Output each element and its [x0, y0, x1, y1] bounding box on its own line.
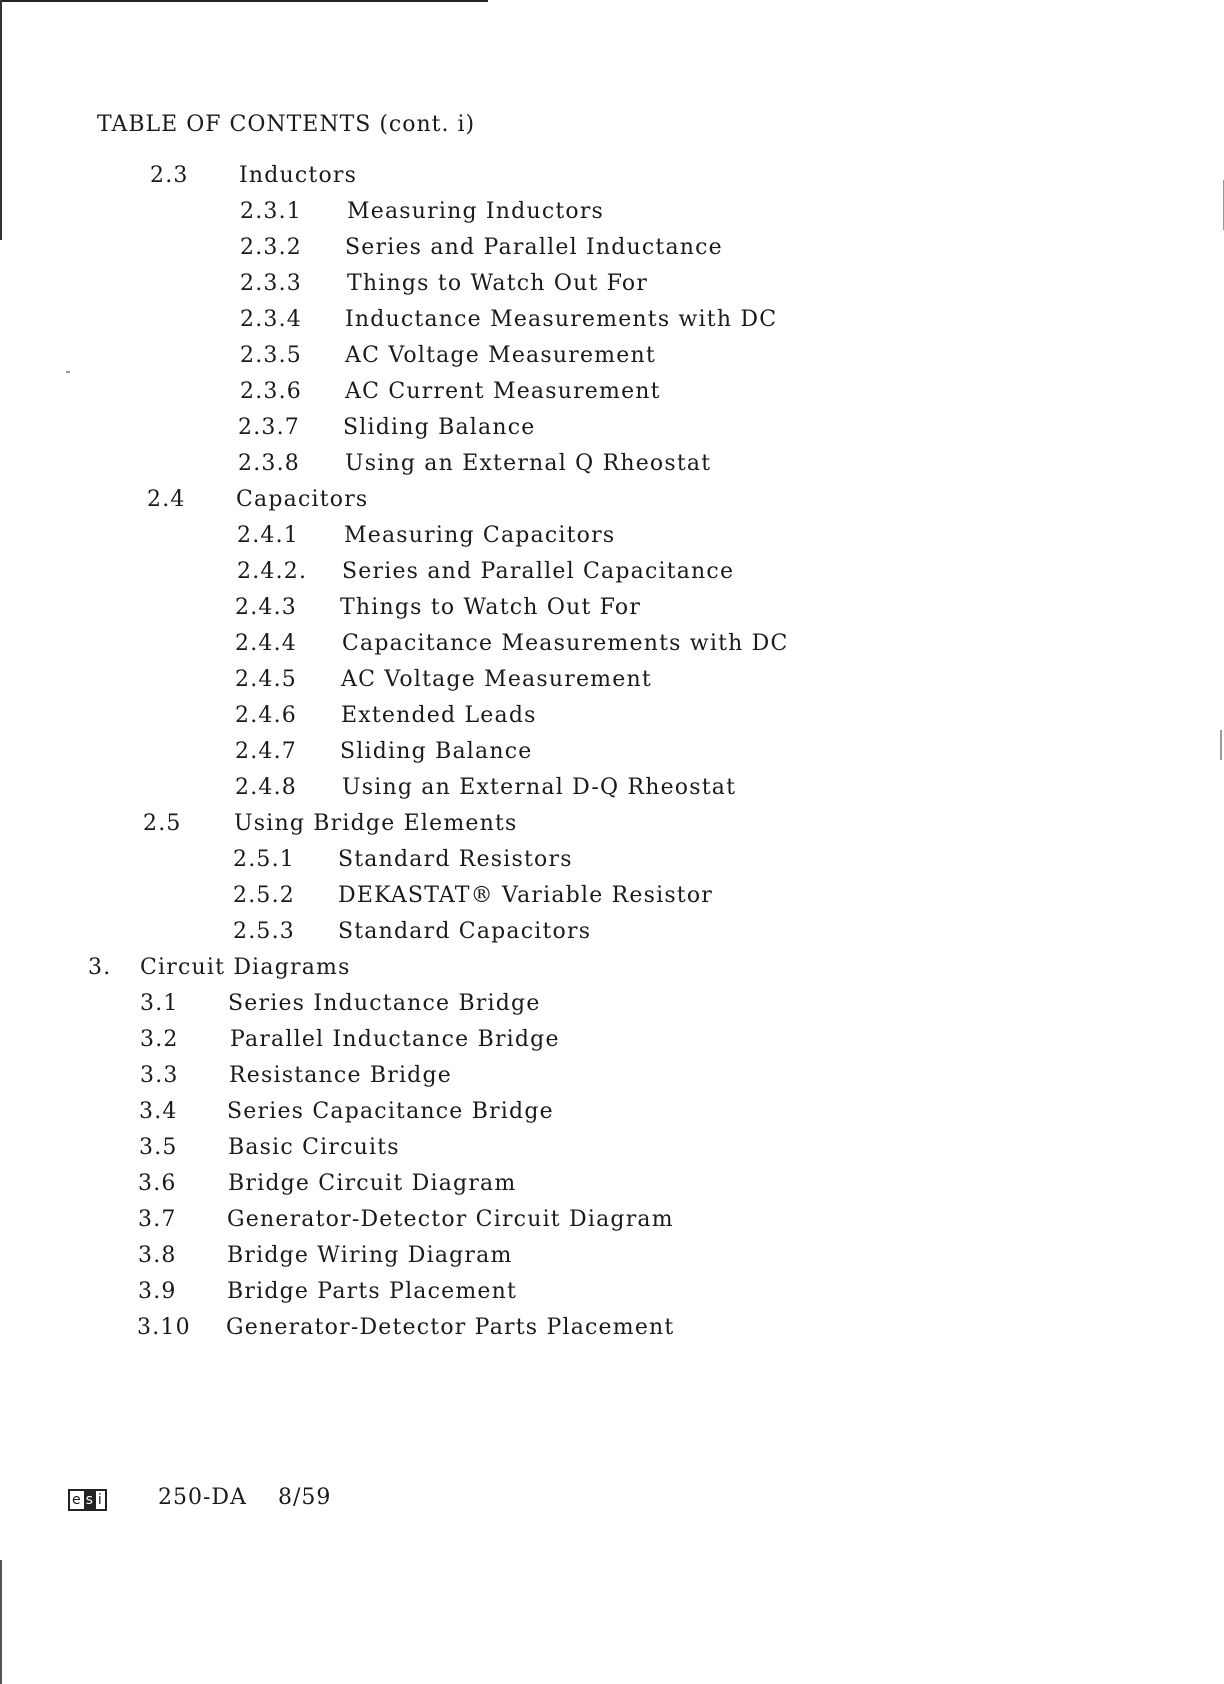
toc-title: Using an External D-Q Rheostat: [342, 775, 737, 800]
toc-title: Using Bridge Elements: [234, 811, 518, 836]
document-date: 8/59: [278, 1485, 332, 1510]
toc-number: 3.4: [139, 1099, 178, 1124]
toc-number: 3.5: [139, 1135, 178, 1160]
toc-number: 2.3.4: [240, 307, 302, 332]
scan-speck: [66, 371, 70, 373]
toc-title: Using an External Q Rheostat: [345, 451, 712, 476]
logo-letter-s: s: [85, 1492, 94, 1508]
toc-number: 2.3.5: [240, 343, 302, 368]
toc-title: Measuring Inductors: [347, 199, 605, 224]
toc-number: 2.3.8: [238, 451, 300, 476]
toc-title: Extended Leads: [341, 703, 537, 728]
esi-logo: [68, 1489, 107, 1511]
toc-number: 2.5.2: [233, 883, 295, 908]
toc-number: 3.9: [138, 1279, 177, 1304]
scan-edge-top: [0, 0, 488, 2]
toc-number: 2.3.7: [238, 415, 300, 440]
toc-number: 2.4.4: [235, 631, 297, 656]
toc-number: 2.3.1: [240, 199, 302, 224]
toc-number: 3.7: [138, 1207, 177, 1232]
toc-number: 2.4.5: [235, 667, 297, 692]
scan-mark: [1220, 730, 1222, 760]
toc-title: DEKASTAT® Variable Resistor: [338, 883, 714, 908]
toc-title: Generator-Detector Circuit Diagram: [227, 1207, 674, 1232]
toc-number: 3.2: [140, 1027, 179, 1052]
toc-title: Generator-Detector Parts Placement: [226, 1315, 675, 1340]
toc-number: 2.4: [147, 487, 186, 512]
toc-title: Capacitors: [236, 487, 369, 512]
logo-letter-e: e: [72, 1492, 82, 1508]
toc-number: 2.4.2.: [237, 559, 308, 584]
toc-title: Measuring Capacitors: [344, 523, 616, 548]
toc-number: 3.1: [140, 991, 179, 1016]
toc-title: Bridge Parts Placement: [227, 1279, 518, 1304]
toc-number: 3.: [88, 955, 112, 980]
toc-title: Things to Watch Out For: [347, 271, 649, 296]
toc-title: Resistance Bridge: [229, 1063, 452, 1088]
toc-title: Inductance Measurements with DC: [345, 307, 778, 332]
toc-title: Things to Watch Out For: [340, 595, 642, 620]
toc-number: 2.4.7: [235, 739, 297, 764]
toc-number: 3.8: [138, 1243, 177, 1268]
toc-title: AC Voltage Measurement: [341, 667, 652, 692]
toc-title: Series Inductance Bridge: [228, 991, 541, 1016]
toc-title: Basic Circuits: [228, 1135, 400, 1160]
toc-title: Capacitance Measurements with DC: [342, 631, 789, 656]
toc-number: 2.4.3: [235, 595, 297, 620]
toc-number: 2.5.3: [233, 919, 295, 944]
toc-title: AC Current Measurement: [345, 379, 661, 404]
toc-number: 2.5: [143, 811, 182, 836]
toc-title: Standard Resistors: [338, 847, 573, 872]
toc-title: Sliding Balance: [340, 739, 533, 764]
toc-number: 2.4.6: [235, 703, 297, 728]
toc-title: AC Voltage Measurement: [345, 343, 656, 368]
toc-title: Standard Capacitors: [338, 919, 592, 944]
toc-title: Sliding Balance: [343, 415, 536, 440]
toc-number: 2.4.8: [235, 775, 297, 800]
toc-number: 2.3: [150, 163, 189, 188]
toc-title: Parallel Inductance Bridge: [230, 1027, 560, 1052]
toc-title: Bridge Wiring Diagram: [227, 1243, 513, 1268]
toc-number: 2.3.3: [240, 271, 302, 296]
toc-title: Series and Parallel Capacitance: [342, 559, 735, 584]
scan-edge-left-lower: [0, 1560, 2, 1684]
logo-letter-i: i: [97, 1492, 103, 1508]
toc-title: Series Capacitance Bridge: [227, 1099, 554, 1124]
toc-number: 3.3: [140, 1063, 179, 1088]
toc-title: Series and Parallel Inductance: [345, 235, 723, 260]
toc-number: 2.3.2: [240, 235, 302, 260]
toc-title: Bridge Circuit Diagram: [228, 1171, 517, 1196]
toc-title: Inductors: [239, 163, 358, 188]
page-title: TABLE OF CONTENTS (cont. i): [97, 112, 476, 137]
toc-title: Circuit Diagrams: [140, 955, 351, 980]
toc-number: 3.10: [137, 1315, 191, 1340]
toc-number: 3.6: [138, 1171, 177, 1196]
toc-number: 2.3.6: [240, 379, 302, 404]
toc-number: 2.4.1: [237, 523, 299, 548]
document-code: 250-DA: [158, 1485, 247, 1510]
toc-number: 2.5.1: [233, 847, 295, 872]
scan-edge-left: [0, 0, 2, 240]
